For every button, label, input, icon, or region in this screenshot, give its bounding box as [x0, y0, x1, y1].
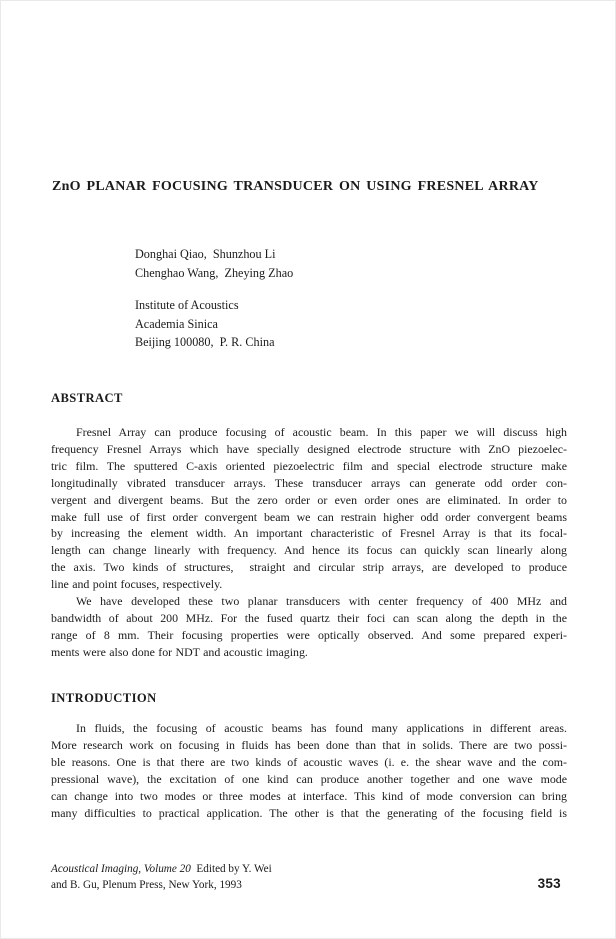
text-line: Fresnel Array can produce focusing of acoustic beam. In this paper we will discuss high: [76, 425, 567, 439]
text-line: pressional wave), the excitation of one kind can produce another together and one wave mode: [51, 771, 567, 786]
citation: [51, 861, 567, 893]
text-line: In fluids, the focusing of acoustic beams has found many applications in different areas.: [76, 721, 567, 735]
text-line: the axis. Two kinds of structures, straight and circular strip arrays, are developed to produce: [51, 560, 567, 575]
text-line: Academia Sinica: [135, 316, 218, 331]
abstract-paragraph-2: [51, 593, 567, 661]
text-line: line and point focuses, respectively.: [51, 577, 223, 592]
page-number: 353: [537, 876, 561, 891]
text-line: many difficulties to practical application. The other is that the generating of the focusing field is: [51, 805, 567, 820]
text-line: ments were also done for NDT and acoustic imaging.: [51, 644, 308, 659]
introduction-heading: INTRODUCTION: [51, 691, 157, 705]
abstract-paragraph-1: [51, 424, 567, 593]
citation-book-title: Acoustical Imaging, Volume 20: [51, 863, 191, 875]
text-line: Beijing 100080, P. R. China: [135, 335, 275, 350]
text-line: Donghai Qiao, Shunzhou Li: [135, 247, 276, 261]
text-line: can change into two modes or three modes at interface. This kind of mode conversion can bring: [51, 788, 567, 803]
text-line: Institute of Acoustics: [135, 298, 239, 312]
text-line: vergent and divergent beams. But the zero order or even order ones are eliminated. In order to: [51, 492, 567, 507]
abstract-heading: ABSTRACT: [51, 391, 123, 405]
page-footer: [51, 861, 567, 893]
affiliation-block: [135, 296, 275, 352]
text-line: longitudinally vibrated transducer arrays. These transducer arrays can generate odd order con-: [51, 475, 567, 490]
author-block: [135, 245, 293, 282]
text-line: by increasing the element width. An important characteristic of Fresnel Array is that its focal-: [51, 526, 567, 541]
text-line: tric film. The sputtered C-axis oriented piezoelectric film and special electrode structure make: [51, 458, 567, 473]
text-line: More research work on focusing in fluids has been done than that in solids. There are two possi-: [51, 737, 567, 752]
text-line: bandwidth of about 200 MHz. For the fused quartz their foci can scan along the depth in the: [51, 610, 567, 625]
paper-title: ZnO PLANAR FOCUSING TRANSDUCER ON USING FRESNEL ARRAY: [52, 179, 539, 194]
citation-line2: and B. Gu, Plenum Press, New York, 1993: [51, 879, 242, 892]
text-line: length can change linearly with frequency. And hence its focus can quickly scan linearly along: [51, 543, 567, 558]
text-line: ble reasons. One is that there are two kinds of acoustic waves (i. e. the shear wave and the com-: [51, 754, 567, 769]
text-line: We have developed these two planar transducers with center frequency of 400 MHz and: [76, 594, 567, 608]
introduction-paragraph-1: [51, 720, 567, 821]
text-line: range of 8 mm. Their focusing properties were optically observed. And some prepared experi-: [51, 627, 567, 642]
text-line: Chenghao Wang, Zheying Zhao: [135, 265, 294, 280]
citation-editors: Edited by Y. Wei: [190, 863, 272, 875]
text-line: frequency Fresnel Arrays which have specially designed electrode structure with ZnO piezoelec-: [51, 441, 567, 456]
text-line: make full use of first order convergent beam we can restrain higher odd order convergent beams: [51, 509, 567, 524]
